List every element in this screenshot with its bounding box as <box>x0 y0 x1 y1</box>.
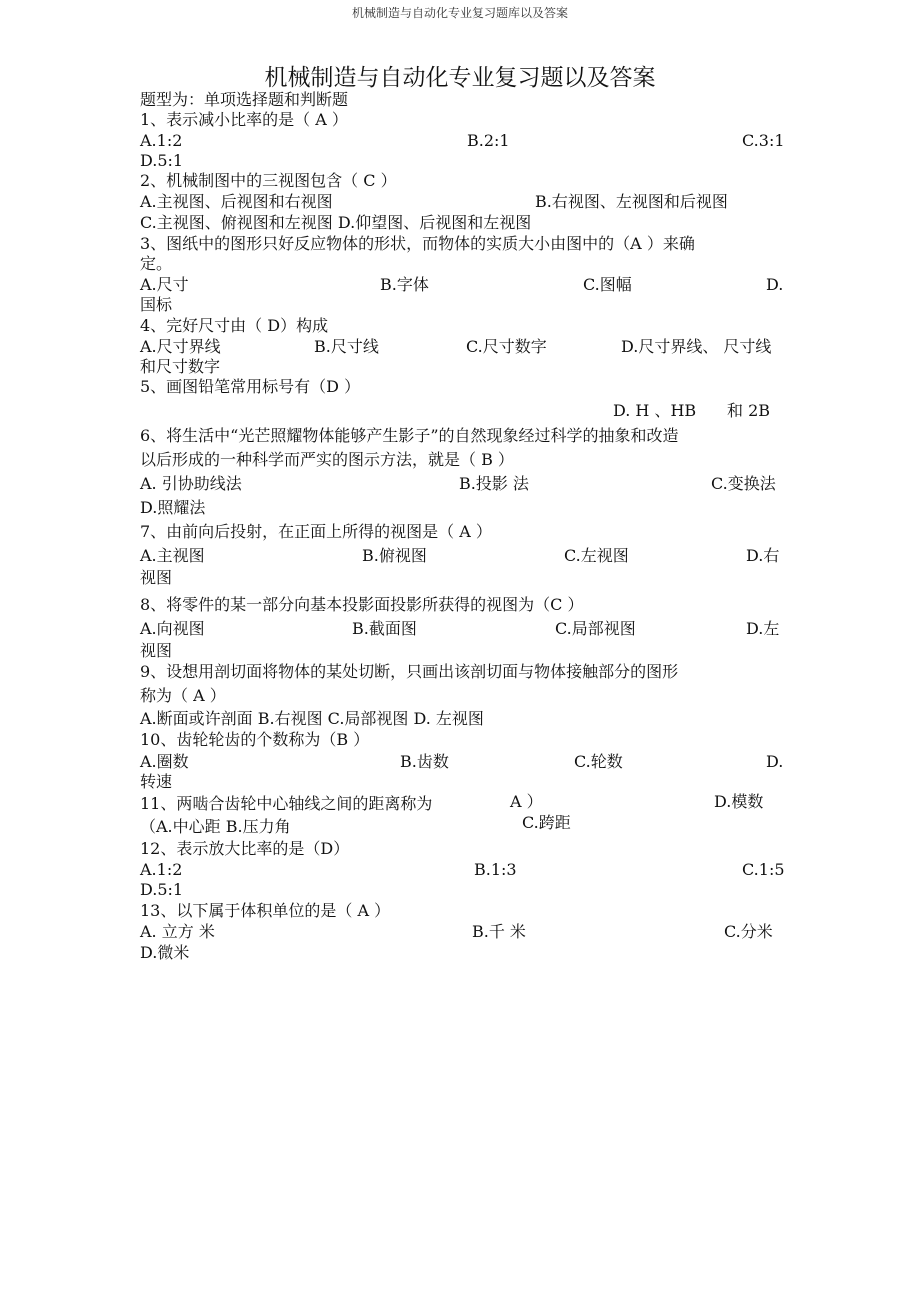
q12-option-c: C.1:5 <box>742 860 785 879</box>
q10-option-c: C.轮数 <box>574 752 623 771</box>
q12-option-d: D.5:1 <box>140 880 184 899</box>
q1-option-c: C.3:1 <box>742 131 785 150</box>
q8-option-a: A.向视图 <box>140 619 205 638</box>
q7-option-c: C.左视图 <box>564 546 629 565</box>
q11-answer: A ） <box>510 792 543 811</box>
q6-option-d: D.照耀法 <box>140 498 206 517</box>
q9-options: A.断面或许剖面 B.右视图 C.局部视图 D. 左视图 <box>140 709 484 728</box>
q13-option-b: B.千 米 <box>472 922 526 941</box>
q4-option-a: A.尺寸界线 <box>140 337 221 356</box>
q12-option-a: A.1:2 <box>140 860 183 879</box>
q12-option-b: B.1:3 <box>474 860 517 879</box>
q4-option-b: B.尺寸线 <box>314 337 379 356</box>
q2-option-a: A.主视图、后视图和右视图 <box>140 192 333 211</box>
question-type-note: 题型为：单项选择题和判断题 <box>140 90 349 109</box>
question-1: 1、表示减小比率的是（ A ） <box>140 110 348 129</box>
q11-options-ab: （A.中心距 B.压力角 <box>140 817 291 836</box>
q3-option-d: D. <box>766 275 784 294</box>
q10-option-d-cont: 转速 <box>140 772 173 791</box>
question-2: 2、机械制图中的三视图包含（ C ） <box>140 171 397 190</box>
question-5: 5、画图铅笔常用标号有（D ） <box>140 377 361 396</box>
q7-option-b: B.俯视图 <box>362 546 427 565</box>
question-6-line-2: 以后形成的一种科学而严实的图示方法，就是（ B ） <box>140 450 514 469</box>
q3-option-a: A.尺寸 <box>140 275 189 294</box>
q4-option-d: D.尺寸界线、 尺寸线 <box>621 337 772 356</box>
running-header: 机械制造与自动化专业复习题库以及答案 <box>351 6 568 20</box>
question-10: 10、齿轮轮齿的个数称为（B ） <box>140 730 370 749</box>
q2-option-cd: C.主视图、俯视图和左视图 D.仰望图、后视图和左视图 <box>140 213 532 232</box>
q8-option-b: B.截面图 <box>352 619 417 638</box>
q8-option-d: D.左 <box>746 619 780 638</box>
q1-option-d: D.5:1 <box>140 151 184 170</box>
document-title: 机械制造与自动化专业复习题以及答案 <box>264 65 656 91</box>
q11-option-c: C.跨距 <box>522 813 571 832</box>
q1-option-a: A.1:2 <box>140 131 183 150</box>
question-12: 12、表示放大比率的是（D） <box>140 839 350 858</box>
q4-option-c: C.尺寸数字 <box>466 337 547 356</box>
q10-option-b: B.齿数 <box>400 752 449 771</box>
q4-option-d-cont: 和尺寸数字 <box>140 357 221 376</box>
q6-option-b: B.投影 法 <box>459 474 529 493</box>
question-6-line-1: 6、将生活中“光芒照耀物体能够产生影子”的自然现象经过科学的抽象和改造 <box>140 426 679 445</box>
q5-option-d: D. H 、HB <box>613 401 697 420</box>
q3-option-c: C.图幅 <box>583 275 632 294</box>
q10-option-d: D. <box>766 752 784 771</box>
question-3-line-1: 3、图纸中的图形只好反应物体的形状，而物体的实质大小由图中的（A ）来确 <box>140 234 695 253</box>
q3-option-d-cont: 国标 <box>140 295 173 314</box>
question-9-line-2: 称为（ A ） <box>140 686 226 705</box>
question-13: 13、以下属于体积单位的是（ A ） <box>140 901 391 920</box>
q6-option-c: C.变换法 <box>711 474 776 493</box>
q7-option-d: D.右 <box>746 546 780 565</box>
q6-option-a: A. 引协助线法 <box>140 474 242 493</box>
q1-option-b: B.2:1 <box>467 131 510 150</box>
q10-option-a: A.圈数 <box>140 752 189 771</box>
q11-option-d: D.模数 <box>714 792 764 811</box>
q5-option-d-cont: 和 2B <box>727 401 771 420</box>
q7-option-d-cont: 视图 <box>140 568 173 587</box>
question-8: 8、将零件的某一部分向基本投影面投影所获得的视图为（C ） <box>140 595 584 614</box>
q13-option-c: C.分米 <box>724 922 773 941</box>
q8-option-c: C.局部视图 <box>555 619 636 638</box>
q8-option-d-cont: 视图 <box>140 641 173 660</box>
q13-option-a: A. 立方 米 <box>140 922 215 941</box>
question-3-line-2: 定。 <box>140 254 173 273</box>
question-9-line-1: 9、设想用剖切面将物体的某处切断，只画出该剖切面与物体接触部分的图形 <box>140 662 679 681</box>
question-4: 4、完好尺寸由（ D）构成 <box>140 316 329 335</box>
question-11: 11、两啮合齿轮中心轴线之间的距离称为 <box>140 794 433 813</box>
q3-option-b: B.字体 <box>380 275 429 294</box>
q13-option-d: D.微米 <box>140 943 190 962</box>
question-7: 7、由前向后投射，在正面上所得的视图是（ A ） <box>140 522 492 541</box>
q2-option-b: B.右视图、左视图和后视图 <box>535 192 728 211</box>
q7-option-a: A.主视图 <box>140 546 205 565</box>
